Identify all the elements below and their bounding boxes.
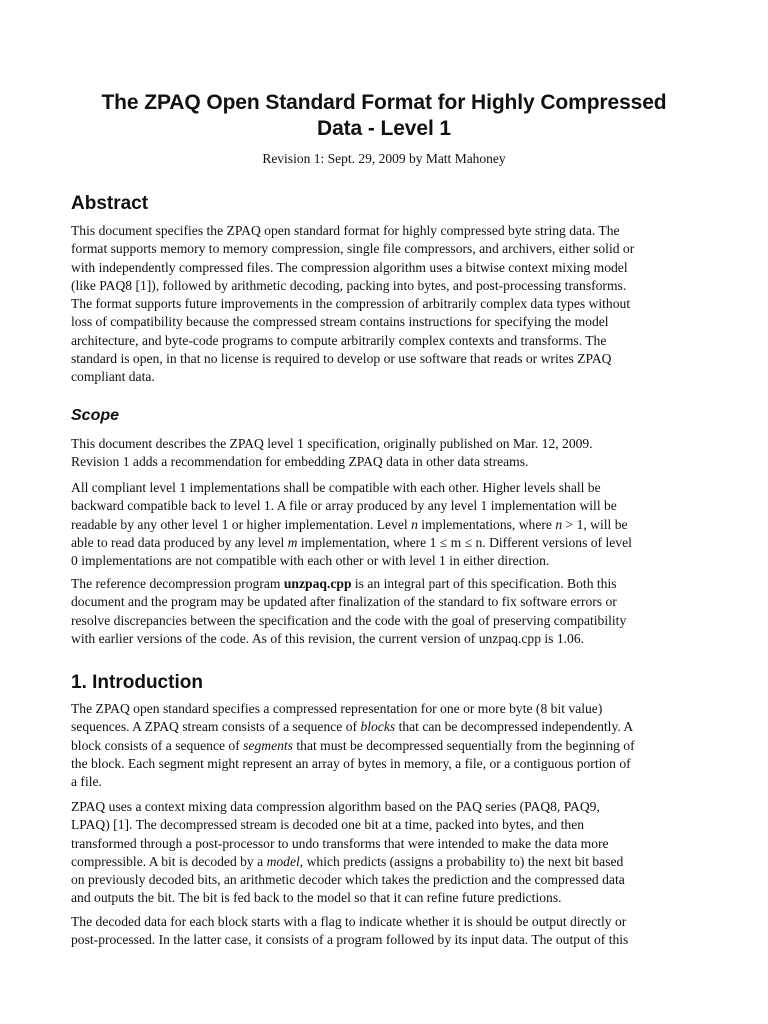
abstract-paragraph [71, 222, 697, 387]
title-line-1: The ZPAQ Open Standard Format for Highly Compressed [101, 91, 667, 114]
introduction-paragraph-1 [71, 700, 697, 791]
document-title [67, 90, 701, 142]
text-line: transformed through a post-processor to undo transforms that were intended to make the data more [71, 835, 609, 851]
text-line: with independently compressed files. The compression algorithm uses a bitwise context mixing model [71, 259, 628, 275]
text-line: readable by any other level 1 or higher implementation. Level n implementations, where n > 1, will be [71, 516, 628, 532]
text-line: The format supports future improvements in the compression of arbitrarily complex data types without [71, 296, 631, 312]
text-line: The reference decompression program unzpaq.cpp is an integral part of this specification. Both this [71, 576, 617, 591]
text-line: (like PAQ8 [1]), followed by arithmetic decoding, packing into bytes, and post-processing transforms. [71, 277, 627, 293]
text-line: format supports memory to memory compression, single file compressors, and archivers, either solid or [71, 241, 635, 257]
scope-paragraph-3 [71, 575, 697, 648]
text-line: 0 implementations are not compatible with each other or with level 1 in either direction. [71, 553, 550, 569]
text-line: document and the program may be updated after finalization of the standard to fix software errors or [71, 594, 617, 610]
title-line-2: Data - Level 1 [317, 117, 451, 140]
text-line: loss of compatibility because the compressed stream contains instructions for specifying the model [71, 314, 609, 330]
text-line: This document describes the ZPAQ level 1 specification, originally published on Mar. 12, 2009. [71, 436, 593, 451]
revision-line: Revision 1: Sept. 29, 2009 by Matt Mahoney [262, 151, 506, 166]
text-line: a file. [71, 774, 102, 790]
text-line: backward compatible back to level 1. A file or array produced by any level 1 implementation will be [71, 498, 617, 514]
scope-paragraph-2 [71, 479, 697, 570]
text-line: This document specifies the ZPAQ open standard format for highly compressed byte string data. The [71, 223, 620, 238]
scope-paragraph-1 [71, 435, 697, 472]
program-name: unzpaq.cpp [283, 576, 352, 591]
text-line: block consists of a sequence of segments that must be decompressed sequentially from the beginning of [71, 737, 635, 753]
text-line: with earlier versions of the code. As of this revision, the current version of unzpaq.cpp is 1.06. [71, 630, 585, 646]
text-line: standard is open, in that no license is required to develop or use software that reads or writes ZPAQ [71, 351, 612, 367]
scope-heading: Scope [71, 407, 120, 424]
text-line: sequences. A ZPAQ stream consists of a sequence of blocks that can be decompressed independently. A [71, 719, 634, 735]
text-line: the block. Each segment might represent an array of bytes in memory, a file, or a contiguous portion of [71, 755, 631, 771]
text-line: The ZPAQ open standard specifies a compressed representation for one or more byte (8 bit value) [71, 701, 603, 716]
text-line: Revision 1 adds a recommendation for embedding ZPAQ data in other data streams. [71, 454, 529, 470]
text-line: able to read data produced by any level m implementation, where 1 ≤ m ≤ n. Different versions of level [71, 534, 632, 550]
text-line: compressible. A bit is decoded by a model, which predicts (assigns a probability to) the next bit based [71, 853, 624, 869]
introduction-heading: 1. Introduction [71, 672, 203, 693]
introduction-paragraph-3 [71, 913, 697, 950]
text-line: post-processed. In the latter case, it consists of a program followed by its input data. The output of this [71, 932, 629, 948]
text-line: ZPAQ uses a context mixing data compression algorithm based on the PAQ series (PAQ8, PAQ9, [71, 799, 600, 814]
introduction-paragraph-2 [71, 798, 697, 908]
text-line: All compliant level 1 implementations shall be compatible with each other. Higher levels shall be [71, 480, 601, 495]
abstract-heading: Abstract [71, 193, 149, 214]
text-line: resolve discrepancies between the specification and the code with the goal of preserving compatibility [71, 612, 627, 628]
text-line: architecture, and byte-code programs to compute arbitrarily complex contexts and transforms. The [71, 332, 607, 348]
text-line: The decoded data for each block starts with a flag to indicate whether it is should be output directly or [71, 914, 627, 929]
text-line: compliant data. [71, 369, 155, 385]
text-line: LPAQ) [1]. The decompressed stream is decoded one bit at a time, packed into bytes, and then [71, 817, 585, 833]
text-line: on previously decoded bits, an arithmetic decoder which takes the prediction and the compressed data [71, 872, 625, 888]
text-line: and outputs the bit. The bit is fed back to the model so that it can refine future predictions. [71, 890, 562, 906]
